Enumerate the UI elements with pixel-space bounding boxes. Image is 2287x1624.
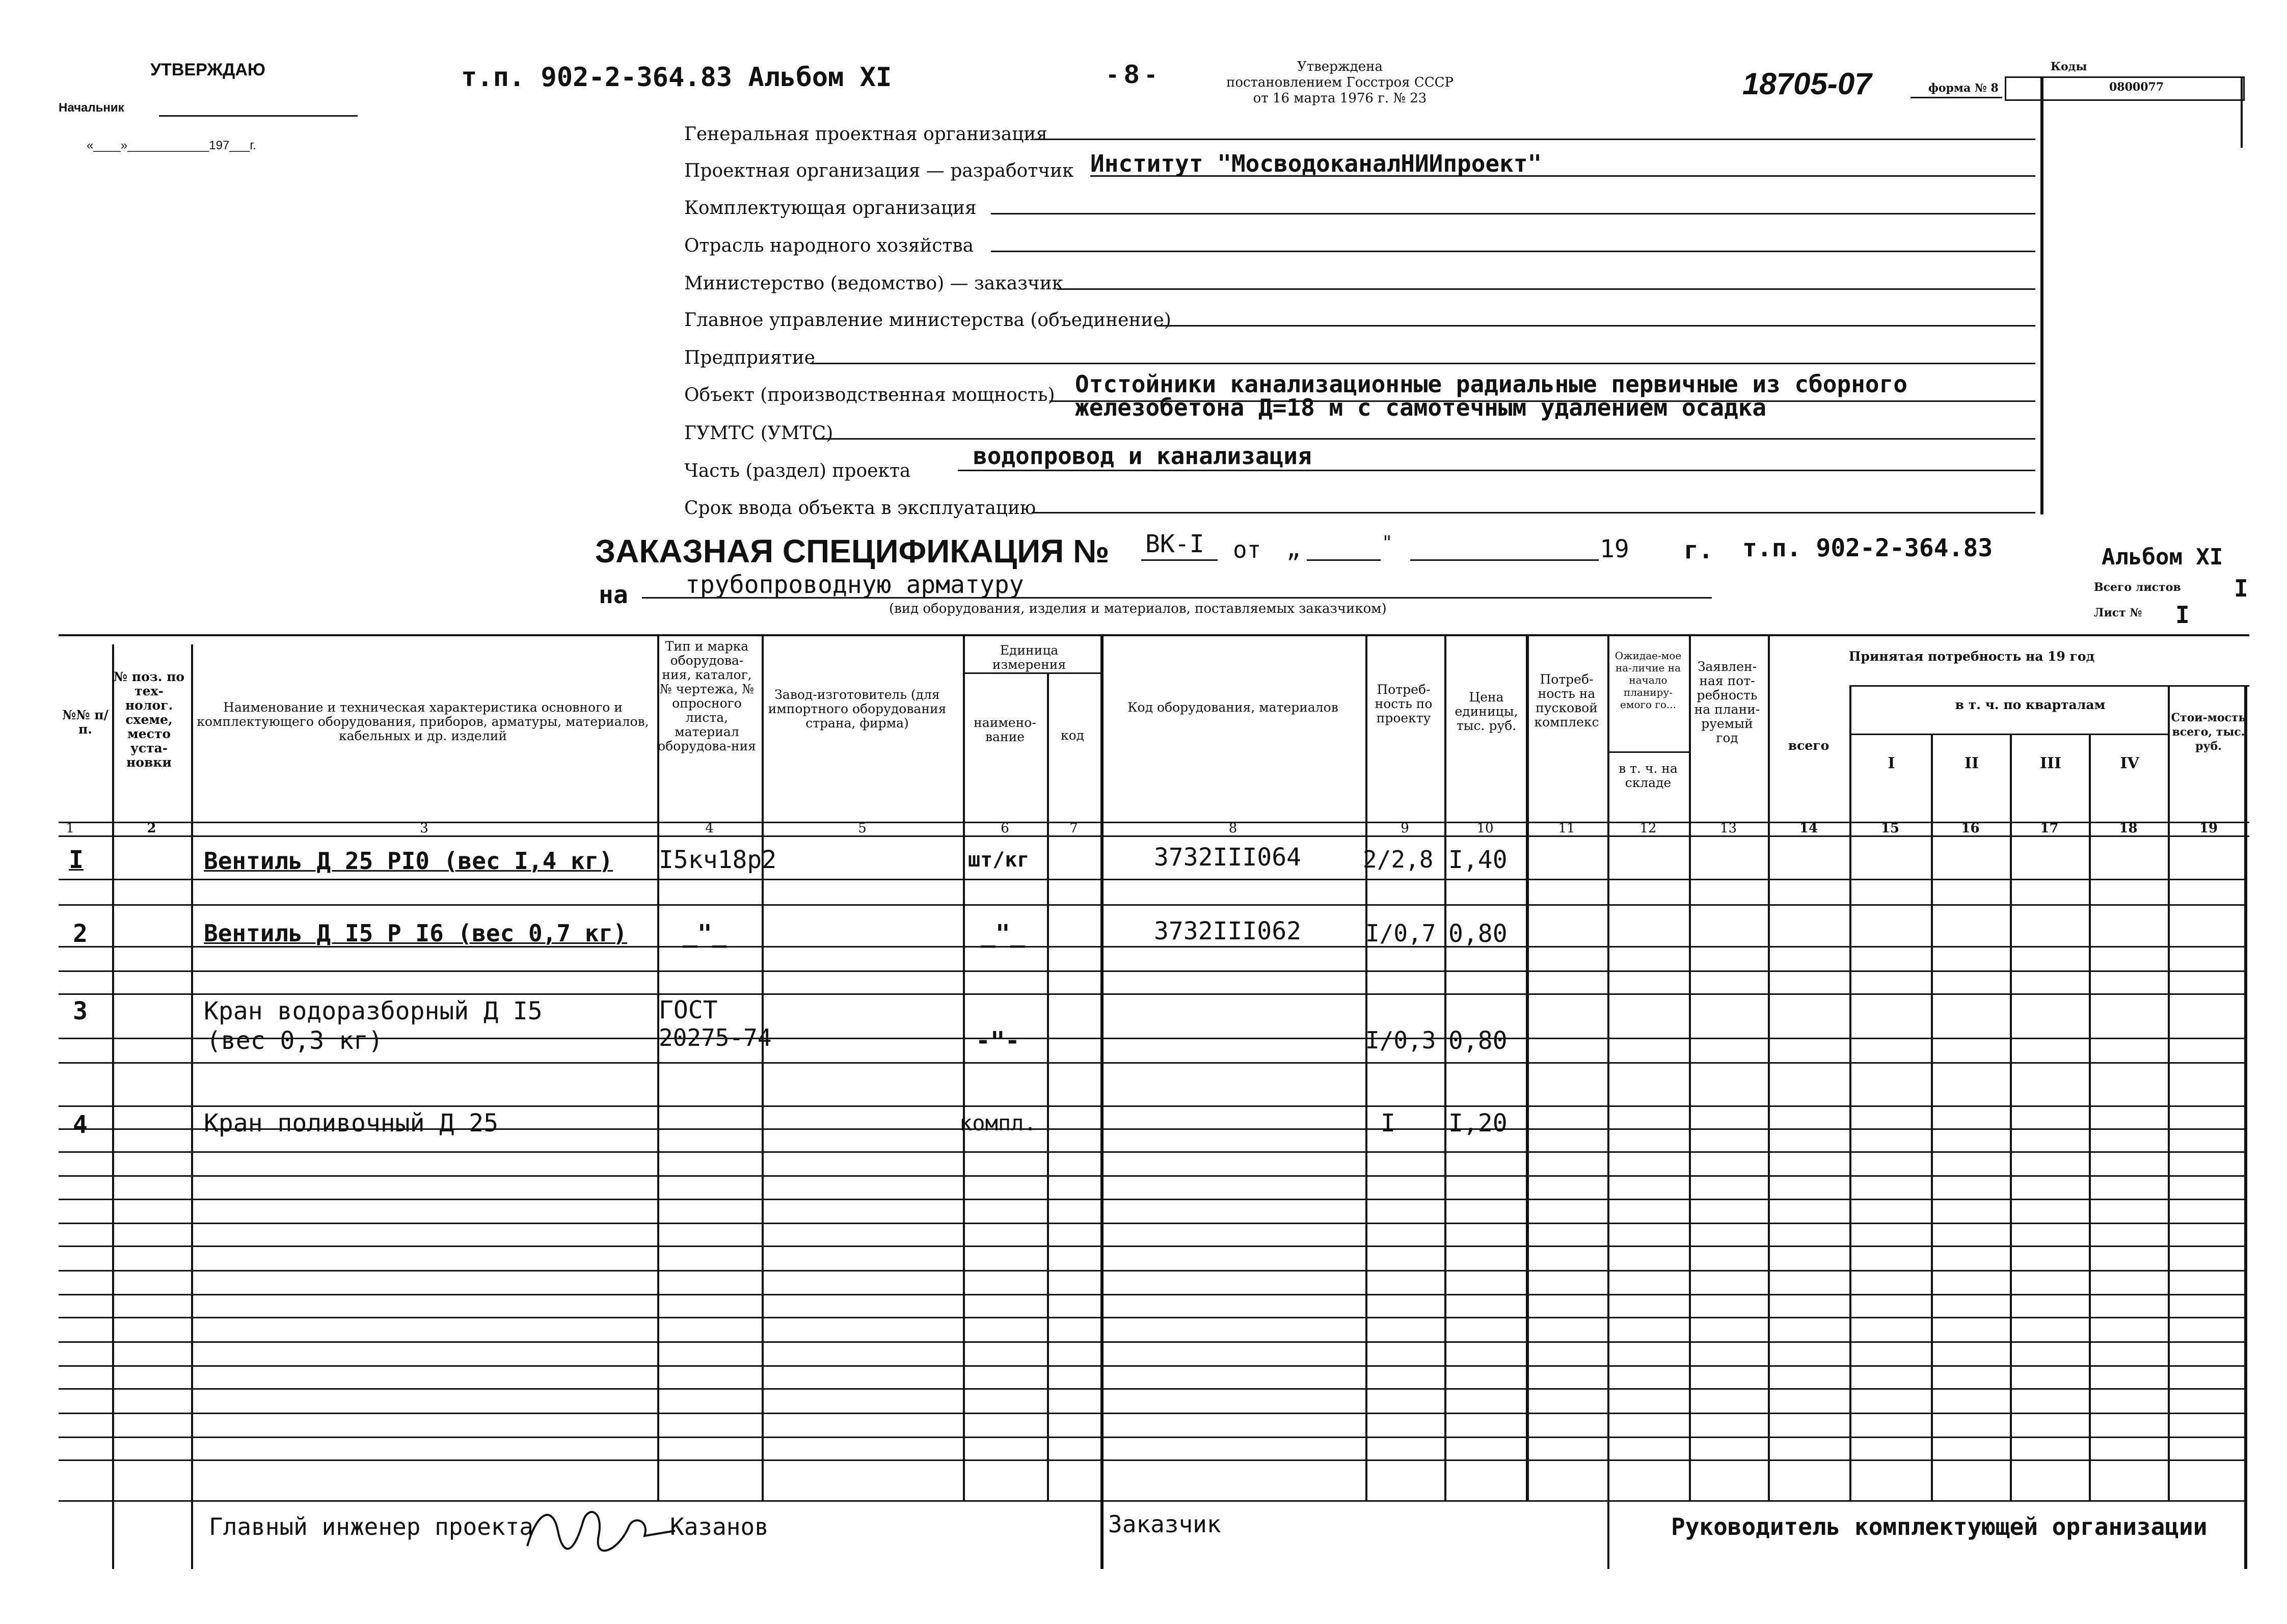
spec-number: ВК-I bbox=[1145, 530, 1204, 558]
sheets-total: I bbox=[2234, 575, 2248, 602]
colnum-17: 17 bbox=[2040, 821, 2059, 836]
row-1-qty: 2/2,8 bbox=[1363, 846, 1434, 873]
row-2-num: 2 bbox=[73, 919, 88, 948]
colnum-15: 15 bbox=[1880, 821, 1900, 836]
th-total: всего bbox=[1788, 738, 1829, 753]
row-1-num: I bbox=[69, 846, 84, 874]
header-doc-number: 18705-07 bbox=[1742, 67, 1872, 101]
colnum-7: 7 bbox=[1069, 821, 1078, 836]
spec-year-prefix: 19 bbox=[1600, 535, 1629, 563]
row-4-price: I,20 bbox=[1448, 1109, 1508, 1138]
th-expected: Ожидае-мое на-личие на начало планиру-емого го... bbox=[1615, 649, 1682, 711]
colnum-3: 3 bbox=[420, 821, 428, 836]
row-1-type: I5кч18р2 bbox=[659, 846, 777, 874]
colnum-9: 9 bbox=[1401, 821, 1409, 836]
spec-subject: трубопроводную арматуру bbox=[685, 571, 1024, 599]
th-demand-project: Потреб-ность по проекту bbox=[1375, 682, 1433, 725]
th-in-stock: в т. ч. на складе bbox=[1619, 761, 1678, 790]
row-1-code: 3732III064 bbox=[1154, 843, 1301, 872]
row-3-name-2: (вес 0,3 кг) bbox=[206, 1026, 383, 1055]
colnum-1: 1 bbox=[66, 821, 74, 836]
header-approved-block bbox=[1207, 59, 1472, 106]
row-1-price: I,40 bbox=[1448, 846, 1508, 874]
th-q2: II bbox=[1964, 754, 1979, 772]
row-3-price: 0,80 bbox=[1448, 1026, 1508, 1055]
approval-date-line: «____»____________197___г. bbox=[87, 139, 256, 152]
row-1-name: Вентиль Д 25 РІ0 (вес І,4 кг) bbox=[204, 847, 613, 875]
field-value-object-1: Отстойники канализационные радиальные первичные из сборного bbox=[1075, 370, 1907, 398]
row-4-name: Кран поливочный Д 25 bbox=[204, 1109, 498, 1138]
row-2-code: 3732III062 bbox=[1154, 917, 1301, 945]
spec-subject-caption: (вид оборудования, изделия и материалов, поставляемых заказчиком) bbox=[889, 601, 1387, 616]
field-label-industry: Отрасль народного хозяйства bbox=[684, 235, 974, 256]
field-label-object: Объект (производственная мощность) bbox=[684, 385, 1055, 405]
row-2-qty: I/0,7 bbox=[1365, 919, 1436, 947]
field-label-enterprise: Предприятие bbox=[684, 347, 815, 368]
row-3-type: ГОСТ bbox=[659, 996, 718, 1024]
row-3-num: 3 bbox=[73, 997, 88, 1025]
th-unit-group: Единица измерения bbox=[992, 643, 1066, 672]
th-cost: Стои-мость всего, тыс. руб. bbox=[2171, 711, 2246, 753]
th-q4: IV bbox=[2120, 754, 2139, 772]
field-label-deadline: Срок ввода объекта в эксплуатацию bbox=[684, 498, 1036, 519]
field-label-complete-org: Комплектующая организация bbox=[684, 198, 977, 219]
field-value-part: водопровод и канализация bbox=[973, 442, 1312, 470]
th-unit-code: код bbox=[1060, 728, 1085, 743]
th-q3: III bbox=[2039, 754, 2062, 772]
approved-line-2: постановлением Госстроя СССР bbox=[1226, 75, 1454, 90]
field-value-object-2: железобетона Д=18 м с самотечным удалением осадка bbox=[1075, 394, 1767, 421]
row-2-name: Вентиль Д I5 Р I6 (вес 0,7 кг) bbox=[204, 919, 627, 947]
spec-date-close-quote: " bbox=[1382, 532, 1393, 553]
th-quarters-group: в т. ч. по кварталам bbox=[1955, 697, 2106, 712]
row-3-type-2: 20275-74 bbox=[659, 1024, 772, 1051]
footer-chief-engineer-name: Казанов bbox=[670, 1513, 769, 1540]
colnum-19: 19 bbox=[2199, 821, 2218, 836]
row-3-name: Кран водоразборный Д I5 bbox=[204, 997, 543, 1025]
row-3-qty: I/0,3 bbox=[1365, 1026, 1436, 1054]
colnum-6: 6 bbox=[1001, 821, 1009, 836]
field-label-design-org: Проектная организация — разработчик bbox=[684, 160, 1074, 181]
header-code-label: Коды bbox=[2051, 60, 2087, 73]
th-name: Наименование и техническая характеристика основного и комплектующего оборудования, приборов, арматуры, материалов, кабельных и др. изделий bbox=[197, 700, 649, 743]
sheet-no: I bbox=[2175, 601, 2190, 629]
field-label-part: Часть (раздел) проекта bbox=[684, 461, 911, 481]
spec-tp-ref: т.п. 902-2-364.83 bbox=[1742, 534, 1993, 562]
spec-title: ЗАКАЗНАЯ СПЕЦИФИКАЦИЯ № bbox=[595, 533, 1110, 570]
spec-na: на bbox=[599, 581, 628, 609]
colnum-12: 12 bbox=[1639, 821, 1657, 836]
spec-date-open-quote: „ bbox=[1286, 535, 1301, 562]
colnum-4: 4 bbox=[705, 821, 714, 836]
approved-line-1: Утверждена bbox=[1297, 59, 1383, 74]
row-2-unit: _"_ bbox=[981, 919, 1025, 948]
spec-table bbox=[59, 634, 2249, 1569]
th-q1: I bbox=[1888, 754, 1895, 772]
th-declared: Заявлен-ная пот-ребность на плани-руемый год bbox=[1694, 659, 1760, 745]
spec-album: Альбом XI bbox=[2102, 544, 2223, 570]
approval-signature-line bbox=[159, 115, 358, 117]
sheet-label: Лист № bbox=[2094, 606, 2142, 619]
colnum-5: 5 bbox=[858, 821, 867, 836]
approval-title: УТВЕРЖДАЮ bbox=[150, 60, 265, 79]
sheets-total-label: Всего листов bbox=[2094, 581, 2181, 594]
th-price: Цена единицы, тыс. руб. bbox=[1455, 690, 1518, 733]
th-equipment-code: Код оборудования, материалов bbox=[1127, 700, 1338, 715]
colnum-13: 13 bbox=[1719, 821, 1737, 836]
colnum-10: 10 bbox=[1476, 821, 1494, 836]
th-unit-name: наимено-вание bbox=[974, 715, 1036, 744]
field-label-main-dept: Главное управление министерства (объединение) bbox=[684, 310, 1171, 331]
field-label-general-org: Генеральная проектная организация bbox=[684, 124, 1048, 145]
footer-chief-engineer: Главный инженер проекта bbox=[209, 1513, 533, 1540]
header-tp-ref: т.п. 902-2-364.83 Альбом XI bbox=[461, 62, 892, 93]
approved-line-3: от 16 марта 1976 г. № 23 bbox=[1253, 91, 1427, 106]
th-type: Тип и марка оборудова-ния, каталог, № чертежа, № опросного листа, материал оборудова-ния bbox=[658, 639, 756, 753]
colnum-16: 16 bbox=[1961, 821, 1980, 836]
colnum-18: 18 bbox=[2119, 821, 2138, 836]
th-manufacturer: Завод-изготовитель (для импортного оборудования страна, фирма) bbox=[768, 687, 947, 730]
row-4-qty: I bbox=[1381, 1109, 1395, 1138]
signature-scribble bbox=[517, 1500, 680, 1561]
footer-supplier-head: Руководитель комплектующей организации bbox=[1671, 1513, 2208, 1540]
th-num: №№ п/п. bbox=[62, 708, 109, 737]
field-label-gumts: ГУМТС (УМТС) bbox=[684, 423, 833, 444]
row-4-num: 4 bbox=[73, 1111, 88, 1139]
th-accepted-group: Принятая потребность на 19 год bbox=[1848, 649, 2095, 664]
colnum-8: 8 bbox=[1228, 821, 1237, 836]
colnum-2: 2 bbox=[147, 821, 156, 836]
approval-chief-label: Начальник bbox=[59, 101, 124, 115]
header-code-value: 0800077 bbox=[2109, 80, 2164, 94]
field-label-ministry: Министерство (ведомство) — заказчик bbox=[684, 273, 1064, 294]
row-2-type: _"_ bbox=[683, 919, 727, 948]
row-3-unit: -"- bbox=[976, 1026, 1020, 1055]
footer-customer: Заказчик bbox=[1108, 1510, 1221, 1538]
field-value-design-org: Институт "МосводоканалНИИпроект" bbox=[1090, 150, 1542, 177]
row-2-price: 0,80 bbox=[1448, 919, 1508, 948]
th-demand-launch: Потреб-ность на пусковой комплекс bbox=[1534, 672, 1599, 729]
row-4-unit: компл. bbox=[959, 1111, 1037, 1135]
row-1-unit: шт/кг bbox=[968, 848, 1030, 872]
spec-from: от bbox=[1233, 536, 1261, 563]
spec-year-suffix: г. bbox=[1684, 536, 1713, 564]
th-position: № поз. по тех-нолог. схеме, место уста-новки bbox=[113, 669, 185, 770]
header-page-number: - 8 - bbox=[1108, 60, 1155, 89]
colnum-11: 11 bbox=[1558, 821, 1575, 836]
colnum-14: 14 bbox=[1799, 821, 1818, 836]
header-form-label: форма № 8 bbox=[1928, 82, 1999, 95]
